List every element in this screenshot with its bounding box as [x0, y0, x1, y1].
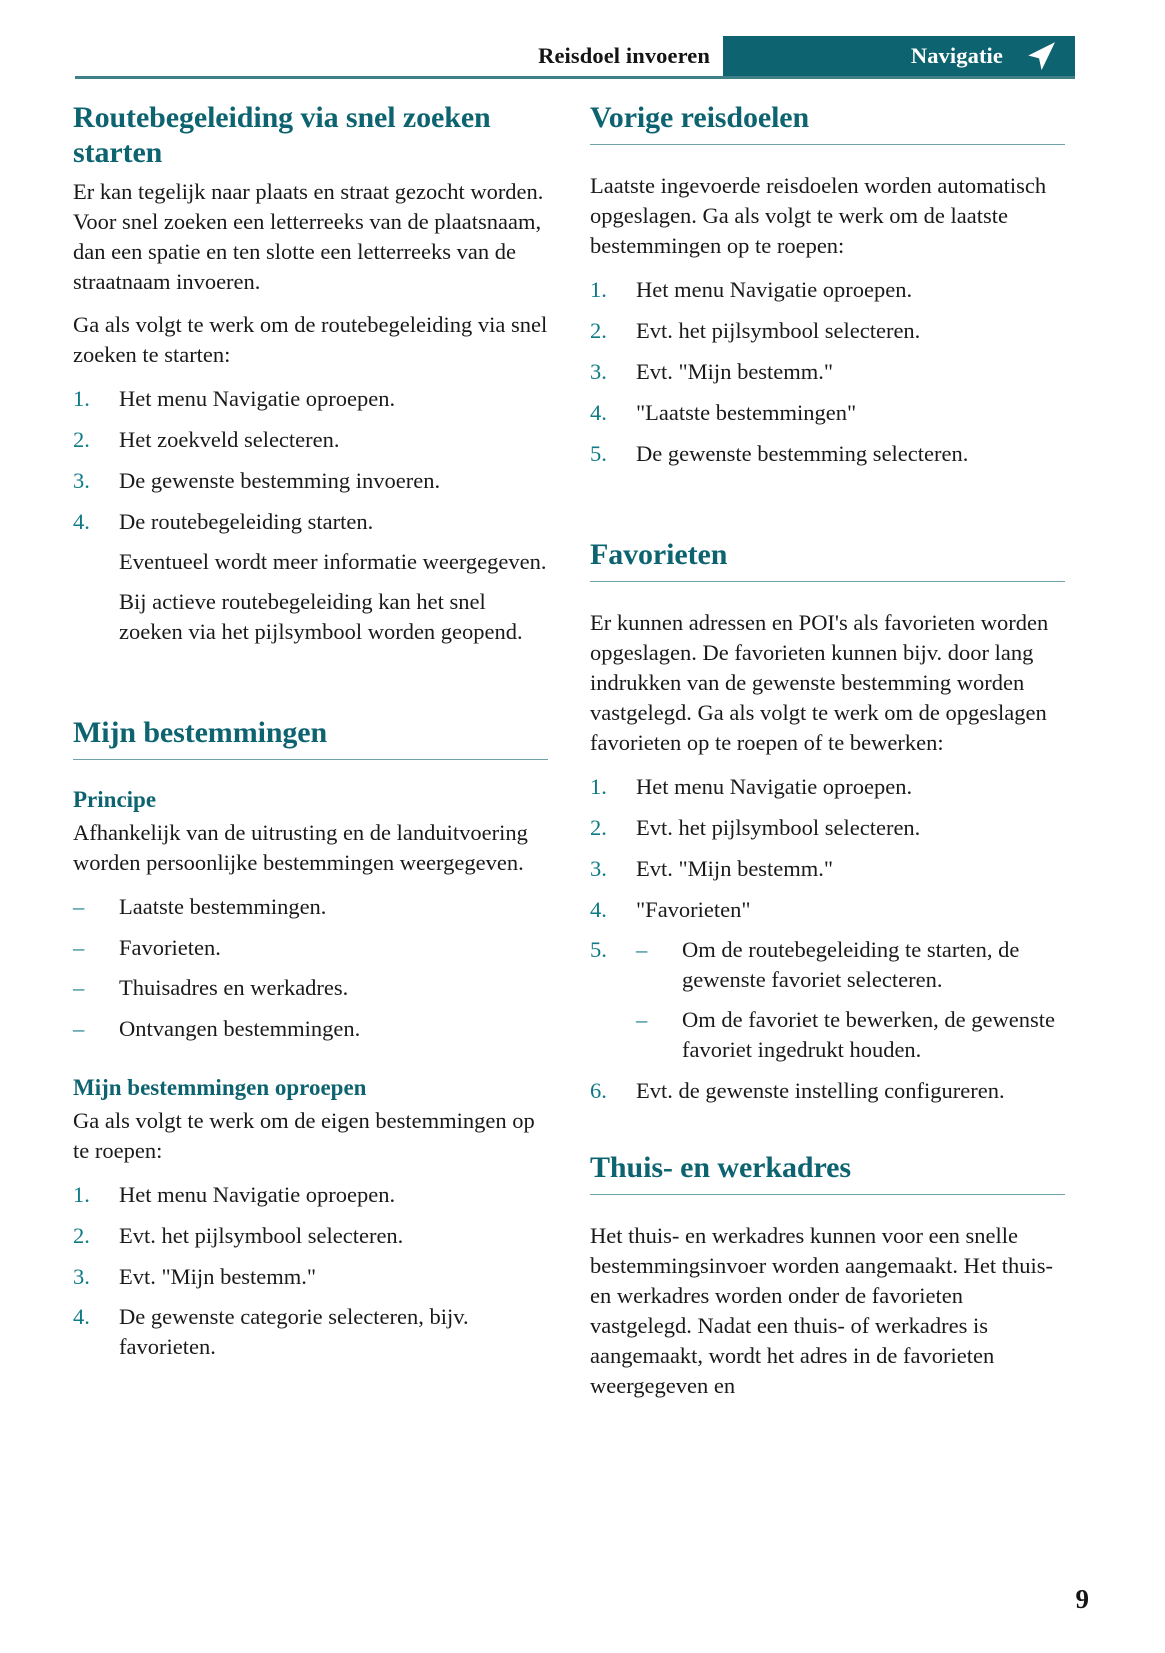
heading-routebegeleiding-snel-zoeken: Routebegeleiding via snel zoeken starten: [73, 101, 491, 170]
list-item-text: Thuisadres en werkadres.: [119, 975, 349, 1001]
list-item-text: Het zoekveld selecteren.: [119, 427, 340, 453]
header-chapter-label: Navigatie: [910, 43, 1003, 68]
list-item: [73, 1014, 548, 1044]
list-marker: 3.: [73, 1263, 90, 1289]
heading-mijn-bestemmingen: Mijn bestemmingen: [73, 715, 548, 760]
section-spacer: [590, 1120, 1065, 1150]
header-section-title: Reisdoel invoeren: [538, 43, 710, 68]
header-chapter-band: [723, 36, 1075, 76]
list-item: [590, 316, 1065, 346]
list-marker: 3.: [590, 855, 607, 881]
page-number: 9: [1075, 1584, 1089, 1614]
list-item-text: Het menu Navigatie oproepen.: [636, 773, 913, 799]
list-item-text: Om de favoriet te bewerken, de gewenste favoriet ingedrukt houden.: [682, 1007, 1055, 1063]
list-item: [636, 935, 1065, 995]
list-item: [590, 772, 1065, 802]
list-item: [636, 1005, 1065, 1065]
list-item-text: Evt. de gewenste instelling configureren.: [636, 1078, 1005, 1104]
list-marker: 4.: [73, 509, 90, 535]
list-item: [73, 1180, 548, 1210]
list-item: [73, 1302, 548, 1362]
list-item: [73, 1221, 548, 1251]
list-item: [73, 466, 548, 496]
list-item: [73, 892, 548, 922]
section-spacer: [73, 661, 548, 715]
heading-favorieten: Favorieten: [590, 537, 1065, 582]
list-item-text: Evt. "Mijn bestemm.": [636, 359, 834, 384]
list-item-continuation: Eventueel wordt meer informatie weergegeven.: [119, 549, 547, 574]
paragraph-thuis-en-werkadres: Het thuis- en werkadres kunnen voor een snelle bestemmingsinvoer worden aangemaakt. Het thuis- en werkadres worden onder de favorieten vastgelegd. Nadat een thuis- of werkadres is aangemaakt, wordt het adres in de favorieten weergegeven en: [590, 1223, 1053, 1399]
header-rule: [75, 76, 1075, 79]
list-item: [590, 398, 1065, 428]
list-item-text: Evt. het pijlsymbool selecteren.: [636, 814, 921, 840]
list-marker: 3.: [590, 359, 607, 384]
list-item-continuation: Bij actieve routebegeleiding kan het snel zoeken via het pijlsymbool worden geopend.: [119, 588, 523, 644]
list-bestemming-types: [73, 892, 548, 1045]
heading-thuis-en-werkadres: Thuis- en werkadres: [590, 1150, 1065, 1195]
list-item-text: Favorieten.: [119, 934, 221, 960]
list-favorieten-steps: [590, 772, 1065, 1106]
list-item-text: De routebegeleiding starten.: [119, 509, 374, 535]
list-item: [73, 973, 548, 1003]
list-item-text: De gewenste bestemming invoeren.: [119, 468, 441, 494]
dash-marker: –: [636, 937, 648, 963]
list-item-text: Evt. het pijlsymbool selecteren.: [636, 318, 921, 344]
list-marker: 2.: [73, 427, 90, 453]
paragraph-snel-zoeken-intro: Er kan tegelijk naar plaats en straat gezocht worden. Voor snel zoeken een letterreeks van de plaatsnaam, dan een spatie en ten slotte een letterreeks van de straatnaam invoeren.: [73, 178, 544, 294]
list-item-text: De gewenste categorie selecteren, bijv. favorieten.: [119, 1304, 469, 1360]
sublist-favoriet-acties: [636, 935, 1065, 1065]
paragraph-favorieten: Er kunnen adressen en POI's als favorieten worden opgeslagen. De favorieten kunnen bijv. door lang indrukken van de gewenste bestemming worden vastgelegd. Ga als volgt te werk om de opgeslagen favorieten op te roepen of te bewerken:: [590, 610, 1049, 755]
list-item: [590, 813, 1065, 843]
list-item: [73, 1262, 548, 1292]
list-marker: 2.: [590, 814, 607, 840]
paragraph-snel-zoeken-steps-intro: Ga als volgt te werk om de routebegeleiding via snel zoeken te starten:: [73, 312, 548, 368]
list-item-text: "Favorieten": [636, 896, 751, 922]
left-column: [73, 100, 548, 1376]
dash-marker: –: [73, 1016, 85, 1042]
list-item-text: Evt. het pijlsymbool selecteren.: [119, 1222, 404, 1248]
list-marker: 3.: [73, 468, 90, 494]
heading-vorige-reisdoelen: Vorige reisdoelen: [590, 100, 1065, 145]
list-mijn-bestemmingen-steps: [73, 1180, 548, 1363]
list-item: [590, 895, 1065, 925]
section-spacer: [590, 483, 1065, 537]
dash-marker: –: [636, 1007, 648, 1033]
list-item: [73, 384, 548, 414]
list-marker: 1.: [73, 1181, 90, 1207]
list-item-text: Laatste bestemmingen.: [119, 893, 327, 919]
list-item: [590, 935, 1065, 1065]
paragraph-mijn-bestemmingen-oproepen: Ga als volgt te werk om de eigen bestemmingen op te roepen:: [73, 1107, 535, 1163]
paragraph-vorige-reisdoelen: Laatste ingevoerde reisdoelen worden automatisch opgeslagen. Ga als volgt te werk om de laatste bestemmingen op te roepen:: [590, 173, 1047, 259]
list-marker: 4.: [590, 896, 607, 922]
list-item: [73, 507, 548, 647]
list-marker: 5.: [590, 937, 607, 963]
paragraph-principe: Afhankelijk van de uitrusting en de landuitvoering worden persoonlijke bestemmingen weergegeven.: [73, 819, 528, 875]
section-spacer: [73, 1058, 548, 1074]
list-vorige-reisdoelen-steps: [590, 275, 1065, 469]
list-item-text: Het menu Navigatie oproepen.: [119, 1181, 396, 1207]
list-marker: 5.: [590, 440, 607, 466]
list-marker: 2.: [590, 318, 607, 344]
list-item-text: Om de routebegeleiding te starten, de gewenste favoriet selecteren.: [682, 937, 1020, 993]
list-item: [73, 933, 548, 963]
list-marker: 1.: [590, 277, 607, 303]
list-marker: 2.: [73, 1222, 90, 1248]
subheading-mijn-bestemmingen-oproepen: Mijn bestemmingen oproepen: [73, 1075, 367, 1101]
list-item-text: Het menu Navigatie oproepen.: [119, 386, 396, 412]
dash-marker: –: [73, 975, 85, 1001]
navigation-arrow-icon: [1023, 39, 1057, 73]
list-item: [590, 854, 1065, 884]
list-marker: 1.: [590, 773, 607, 799]
list-item-text: "Laatste bestemmingen": [636, 399, 857, 425]
list-item: [590, 357, 1065, 387]
page-header: [0, 0, 1165, 84]
list-marker: 6.: [590, 1078, 607, 1104]
list-marker: 1.: [73, 386, 90, 412]
list-item: [590, 439, 1065, 469]
subheading-principe: Principe: [73, 787, 157, 813]
right-column: [590, 100, 1065, 1401]
list-item-text: Het menu Navigatie oproepen.: [636, 277, 913, 303]
list-item: [73, 425, 548, 455]
dash-marker: –: [73, 893, 85, 919]
list-item-text: De gewenste bestemming selecteren.: [636, 440, 969, 466]
list-snel-zoeken-steps: [73, 384, 548, 646]
list-item: [590, 1076, 1065, 1106]
list-item: [590, 275, 1065, 305]
list-item-text: Evt. "Mijn bestemm.": [636, 855, 834, 881]
list-marker: 4.: [590, 399, 607, 425]
dash-marker: –: [73, 934, 85, 960]
list-item-text: Evt. "Mijn bestemm.": [119, 1263, 317, 1289]
list-item-text: Ontvangen bestemmingen.: [119, 1016, 361, 1042]
list-marker: 4.: [73, 1304, 90, 1330]
